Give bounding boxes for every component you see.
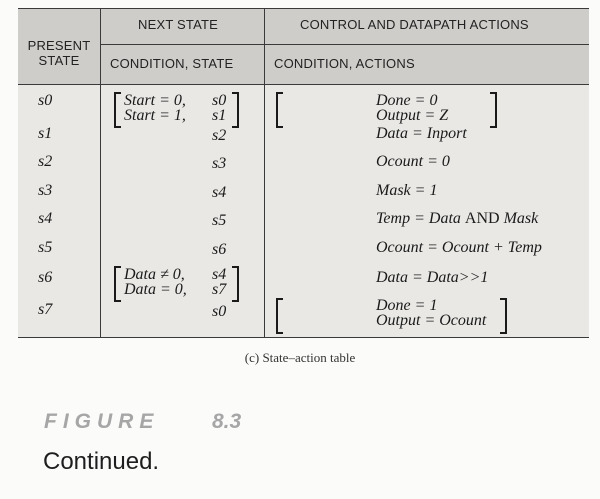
next-state-cell: s6	[212, 241, 227, 258]
action-cell: Done = 0	[376, 92, 438, 109]
condition-bracket-right	[232, 266, 239, 302]
header-mid-rule	[100, 44, 589, 45]
next-state-cell: s4	[212, 184, 227, 201]
action-bracket-right	[500, 298, 507, 334]
table-caption: (c) State–action table	[244, 350, 356, 365]
action-text: Temp = Data	[376, 210, 465, 227]
action-text: Mask	[499, 210, 539, 227]
figure-title: Continued.	[43, 448, 160, 475]
condition-actions-header: CONDITION, ACTIONS	[274, 56, 415, 71]
condition-cell: Data ≠ 0,	[124, 266, 185, 283]
present-state-header: PRESENT STATE	[27, 38, 91, 68]
condition-cell: Data = 0,	[124, 281, 187, 298]
action-bracket-right	[490, 92, 497, 128]
action-cell: Output = Z	[376, 107, 449, 124]
present-state-cell: s1	[38, 125, 53, 142]
table-bottom-rule	[18, 337, 589, 338]
present-state-cell: s6	[38, 269, 53, 286]
action-cell: Data = Inport	[376, 125, 467, 142]
column-divider-1	[100, 8, 101, 338]
present-state-cell: s2	[38, 153, 53, 170]
next-state-header: NEXT STATE	[138, 17, 219, 32]
header-bottom-rule	[18, 84, 589, 85]
present-state-cell: s0	[38, 92, 53, 109]
action-bracket-left	[276, 298, 283, 334]
figure-label: FIGURE	[44, 410, 160, 433]
next-state-cell: s0	[212, 303, 227, 320]
next-state-cell: s0	[212, 92, 227, 109]
condition-cell: Start = 1,	[124, 107, 186, 124]
action-cell: Done = 1	[376, 297, 438, 314]
condition-state-header: CONDITION, STATE	[110, 56, 234, 71]
present-state-cell: s3	[38, 182, 53, 199]
action-bracket-left	[276, 92, 283, 128]
action-cell: Ocount = Ocount + Temp	[376, 239, 542, 256]
condition-bracket-left	[114, 92, 121, 128]
action-cell	[376, 210, 538, 228]
column-divider-2	[264, 8, 265, 338]
next-state-cell: s3	[212, 155, 227, 172]
next-state-cell: s5	[212, 212, 227, 229]
present-state-cell: s7	[38, 301, 53, 318]
next-state-cell: s4	[212, 266, 227, 283]
action-cell: Ocount = 0	[376, 153, 450, 170]
control-datapath-actions-header: CONTROL AND DATAPATH ACTIONS	[300, 17, 529, 32]
state-action-table	[18, 8, 589, 338]
next-state-cell: s7	[212, 281, 227, 298]
next-state-cell: s1	[212, 107, 227, 124]
action-cell: Output = Ocount	[376, 312, 487, 329]
next-state-cell: s2	[212, 127, 227, 144]
action-operator: AND	[464, 210, 500, 227]
table-top-rule	[18, 8, 589, 9]
present-state-cell: s5	[38, 239, 53, 256]
action-cell: Data = Data>>1	[376, 269, 489, 286]
condition-bracket-right	[232, 92, 239, 128]
condition-cell: Start = 0,	[124, 92, 186, 109]
condition-bracket-left	[114, 266, 121, 302]
figure-number: 8.3	[212, 410, 242, 433]
present-state-cell: s4	[38, 210, 53, 227]
action-cell: Mask = 1	[376, 182, 438, 199]
